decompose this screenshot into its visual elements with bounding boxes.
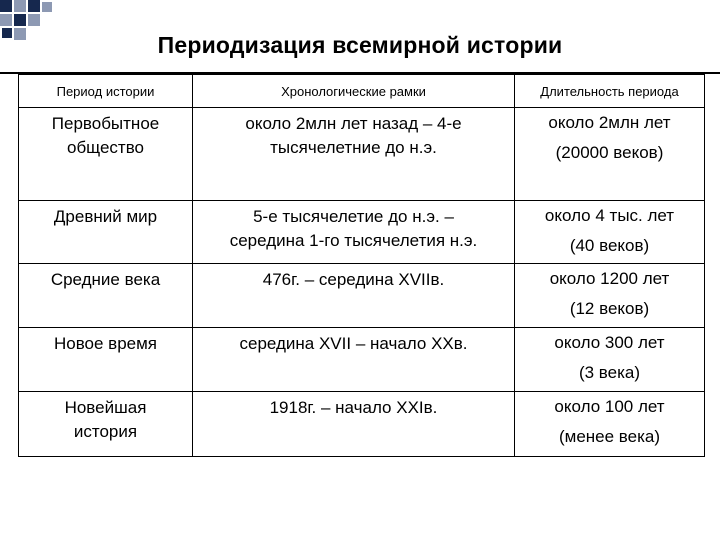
cell-period: Древний мир bbox=[19, 201, 193, 264]
page-title: Периодизация всемирной истории bbox=[157, 32, 563, 58]
header-duration: Длительность периода bbox=[515, 75, 705, 108]
cell-period: Новейшая история bbox=[19, 392, 193, 457]
header-period: Период истории bbox=[19, 75, 193, 108]
table-header-row bbox=[19, 75, 705, 108]
periodization-table bbox=[18, 74, 705, 457]
cell-frame: около 2млн лет назад – 4-е тысячелетние до н.э. bbox=[193, 108, 515, 201]
cell-period: Первобытное общество bbox=[19, 108, 193, 201]
cell-duration: около 4 тыс. лет (40 веков) bbox=[515, 201, 705, 264]
table-row bbox=[19, 392, 705, 457]
cell-frame: 5-е тысячелетие до н.э. – середина 1-го тысячелетия н.э. bbox=[193, 201, 515, 264]
table-row bbox=[19, 108, 705, 201]
cell-duration: около 300 лет (3 века) bbox=[515, 328, 705, 392]
cell-frame: середина XVII – начало XXв. bbox=[193, 328, 515, 392]
cell-period: Средние века bbox=[19, 264, 193, 328]
cell-duration: около 1200 лет (12 веков) bbox=[515, 264, 705, 328]
cell-frame: 1918г. – начало XXIв. bbox=[193, 392, 515, 457]
cell-duration: около 100 лет (менее века) bbox=[515, 392, 705, 457]
table-row bbox=[19, 201, 705, 264]
cell-frame: 476г. – середина XVIIв. bbox=[193, 264, 515, 328]
cell-period: Новое время bbox=[19, 328, 193, 392]
cell-duration: около 2млн лет (20000 веков) bbox=[515, 108, 705, 201]
table-row bbox=[19, 328, 705, 392]
header-frame: Хронологические рамки bbox=[193, 75, 515, 108]
table-row bbox=[19, 264, 705, 328]
